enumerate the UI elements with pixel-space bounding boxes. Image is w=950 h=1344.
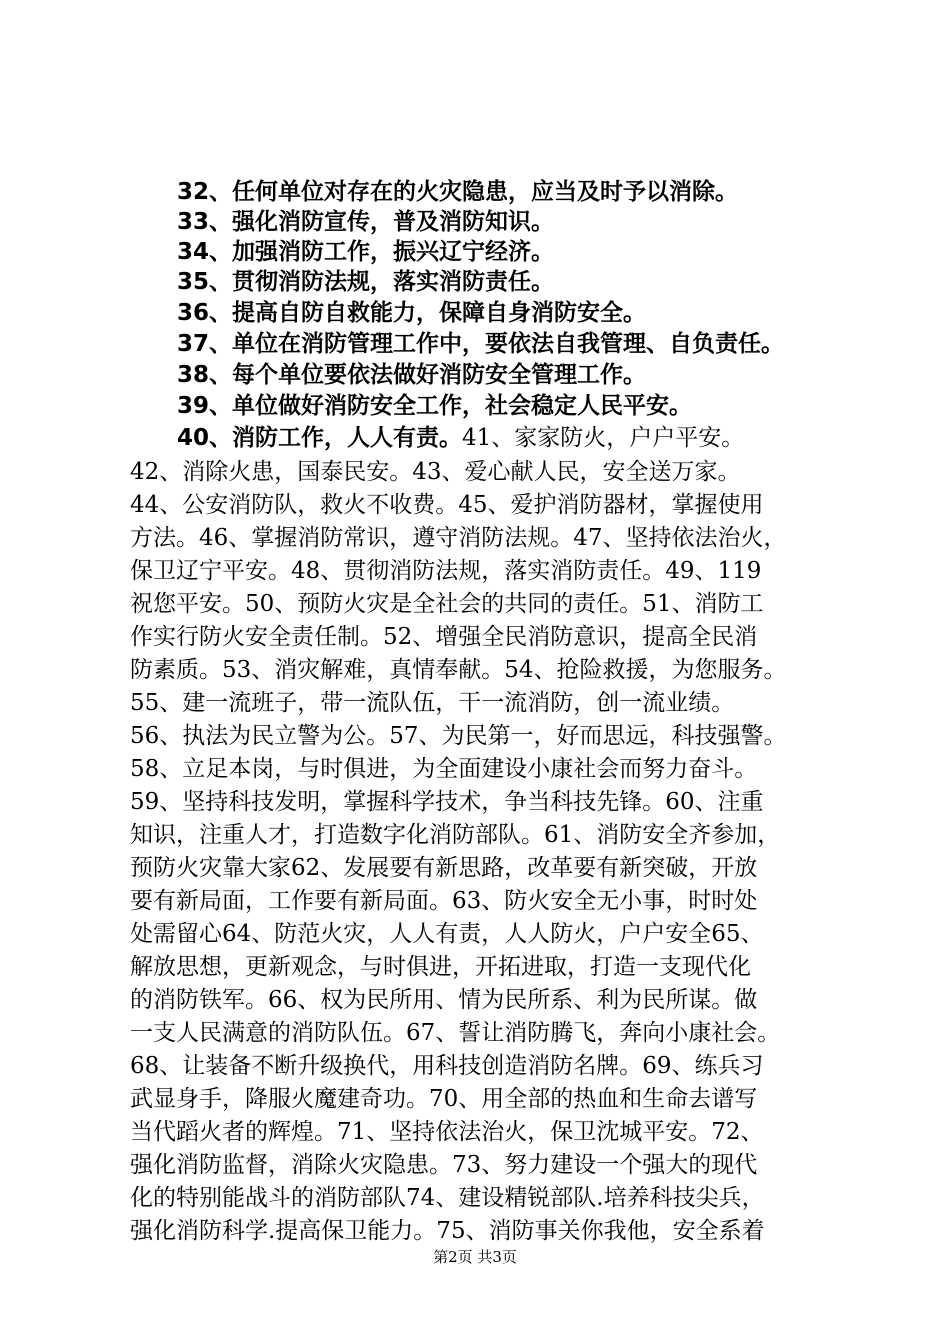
paragraph-line: 处需留心64、防范火灾，人人有责，人人防火，户户安全65、 [130, 921, 764, 947]
paragraph-line: 44、公安消防队，救火不收费。45、爱护消防器材，掌握使用 [130, 492, 764, 518]
paragraph-line: 强化消防监督，消除火灾隐患。73、努力建设一个强大的现代 [130, 1152, 758, 1178]
paragraph-line: 武显身手，降服火魔建奇功。70、用全部的热血和生命去谱写 [130, 1086, 758, 1112]
paragraph-line: 解放思想，更新观念，与时俱进，开拓进取，打造一支现代化 [130, 954, 751, 980]
slogan-line: 37、单位在消防管理工作中，要依法自我管理、自负责任。 [177, 331, 785, 357]
paragraph-line: 一支人民满意的消防队伍。67、誓让消防腾飞，奔向小康社会。 [130, 1020, 781, 1046]
paragraph-line: 当代蹈火者的辉煌。71、坚持依法治火，保卫沈城平安。72、 [130, 1119, 764, 1145]
slogan-line: 39、单位做好消防安全工作，社会稳定人民平安。 [177, 393, 693, 419]
slogan-line: 35、贯彻消防法规，落实消防责任。 [177, 269, 555, 295]
paragraph-line: 防素质。53、消灾解难，真情奉献。54、抢险救援，为您服务。 [130, 657, 787, 683]
paragraph-lead-bold: 40、消防工作，人人有责。 [177, 425, 463, 451]
paragraph-first-line [177, 422, 744, 455]
paragraph-line: 42、消除火患，国泰民安。43、爱心献人民，安全送万家。 [130, 459, 741, 485]
paragraph-line: 化的特别能战斗的消防部队74、建设精锐部队.培养科技尖兵， [130, 1185, 765, 1211]
paragraph-line: 方法。46、掌握消防常识，遵守消防法规。47、坚持依法治火， [130, 525, 787, 551]
slogan-line: 32、任何单位对存在的火灾隐患，应当及时予以消除。 [177, 179, 739, 205]
paragraph-line: 56、执法为民立警为公。57、为民第一，好而思远，科技强警。 [130, 723, 787, 749]
paragraph-line: 保卫辽宁平安。48、贯彻消防法规，落实消防责任。49、119 [130, 558, 762, 584]
slogan-line: 36、提高自防自救能力，保障自身消防安全。 [177, 300, 647, 326]
paragraph-line: 祝您平安。50、预防火灾是全社会的共同的责任。51、消防工 [130, 591, 764, 617]
paragraph-line: 预防火灾靠大家62、发展要有新思路，改革要有新突破，开放 [130, 855, 758, 881]
paragraph-line: 知识，注重人才，打造数字化消防部队。61、消防安全齐参加， [130, 822, 781, 848]
slogan-line: 34、加强消防工作，振兴辽宁经济。 [177, 239, 555, 265]
slogan-line: 33、强化消防宣传，普及消防知识。 [177, 209, 555, 235]
paragraph-line: 的消防铁军。66、权为民所用、情为民所系、利为民所谋。做 [130, 987, 758, 1013]
paragraph-line: 强化消防科学.提高保卫能力。75、消防事关你我他，安全系着 [130, 1218, 765, 1244]
paragraph-line: 55、建一流班子，带一流队伍，干一流消防，创一流业绩。 [130, 690, 735, 716]
paragraph-line: 58、立足本岗，与时俱进，为全面建设小康社会而努力奋斗。 [130, 756, 758, 782]
paragraph-line: 要有新局面，工作要有新局面。63、防火安全无小事，时时处 [130, 888, 758, 914]
paragraph-line: 59、坚持科技发明，掌握科学技术，争当科技先锋。60、注重 [130, 789, 764, 815]
paragraph-line: 68、让装备不断升级换代，用科技创造消防名牌。69、练兵习 [130, 1053, 764, 1079]
paragraph-first-line-rest: 41、家家防火，户户平安。 [462, 425, 745, 451]
page-footer: 第2页 共3页 [433, 1248, 517, 1266]
slogan-line: 38、每个单位要依法做好消防安全管理工作。 [177, 362, 647, 388]
paragraph-line: 作实行防火安全责任制。52、增强全民消防意识，提高全民消 [130, 624, 758, 650]
